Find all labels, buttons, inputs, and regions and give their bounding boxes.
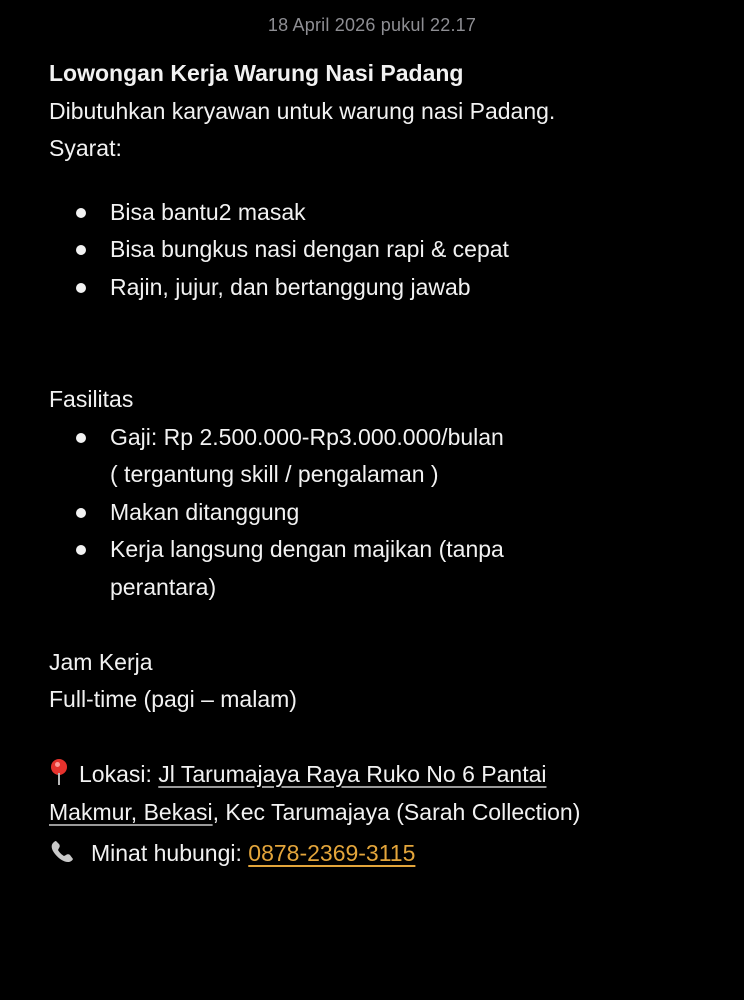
requirements-label: Syarat: (49, 135, 122, 161)
list-item: Rajin, jujur, dan bertanggung jawab (49, 269, 709, 307)
contact-line (49, 835, 709, 873)
address-rest: , Kec Tarumajaya (Sarah Collection) (212, 798, 581, 825)
hours-value: Full-time (pagi – malam) (49, 686, 297, 712)
spacer (49, 606, 709, 644)
list-item: Bisa bantu2 masak (49, 194, 709, 232)
bullet-icon (76, 545, 86, 555)
location-line (49, 756, 709, 794)
round-pushpin-icon (49, 759, 69, 785)
bullet-icon (76, 283, 86, 293)
note-title: Lowongan Kerja Warung Nasi Padang (49, 60, 464, 86)
list-item: Makan ditanggung (49, 494, 709, 532)
facilities-label: Fasilitas (49, 386, 134, 412)
bullet-icon (76, 433, 86, 443)
note-intro: Dibutuhkan karyawan untuk warung nasi Padang. (49, 97, 556, 124)
address-link[interactable]: Jl Tarumajaya Raya Ruko No 6 Pantai (158, 761, 547, 787)
salary-note: ( tergantung skill / pengalaman ) (110, 461, 439, 487)
spacer (49, 168, 709, 194)
facilities-list (49, 419, 709, 607)
list-item: Bisa bungkus nasi dengan rapi & cepat (49, 231, 709, 269)
list-item (49, 419, 709, 494)
telephone-receiver-icon (49, 839, 79, 865)
spacer (49, 306, 709, 344)
address-link[interactable]: Makmur, Bekasi (49, 798, 213, 825)
location-line-2 (49, 794, 709, 832)
spacer (49, 719, 709, 757)
contact-prefix: Minat hubungi: (91, 840, 249, 866)
salary-line: Gaji: Rp 2.500.000-Rp3.000.000/bulan (110, 423, 504, 450)
hours-label: Jam Kerja (49, 648, 153, 675)
bullet-icon (76, 208, 86, 218)
requirements-list (49, 194, 709, 307)
list-item: Kerja langsung dengan majikan (tanpa perantara) (49, 531, 709, 606)
phone-link[interactable]: 0878-2369-3115 (248, 840, 416, 866)
note-body[interactable] (49, 55, 709, 873)
spacer (49, 344, 709, 382)
bullet-icon (76, 508, 86, 518)
location-prefix: Lokasi: (79, 761, 159, 787)
bullet-icon (76, 245, 86, 255)
note-timestamp: 18 April 2026 pukul 22.17 (267, 15, 477, 35)
